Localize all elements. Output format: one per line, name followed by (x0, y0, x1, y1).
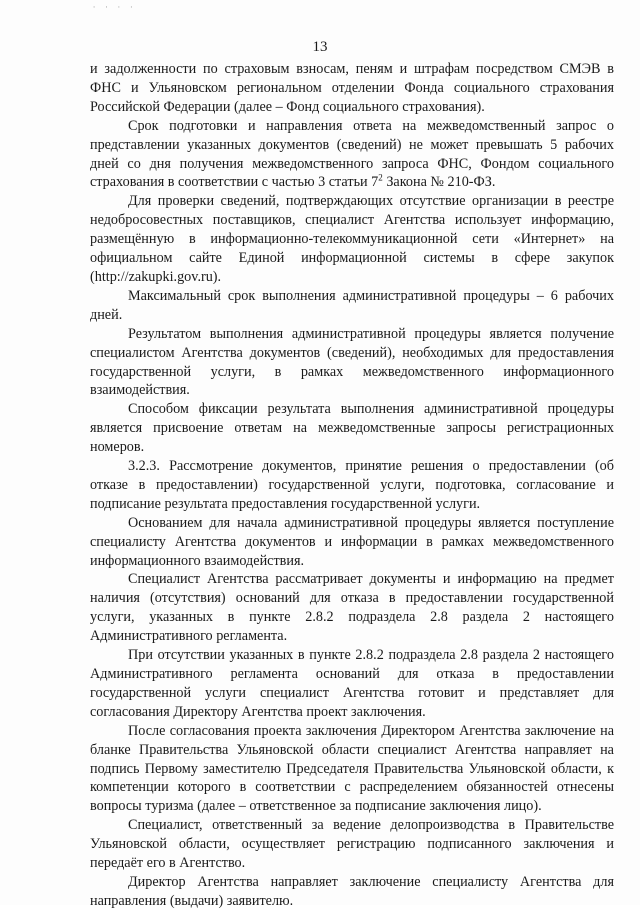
paragraph-no-refusal-grounds: При отсутствии указанных в пункте 2.8.2 подраздела 2.8 раздела 2 настоящего Административного регламента оснований для отказа в предоставлении государственной услуги специалист Агентства готовит и представляет для согласования Директору Агентства проект заключения. (90, 647, 614, 720)
paragraph-response-deadline (90, 117, 614, 193)
paragraph-response-deadline-text: Срок подготовки и направления ответа на межведомственный запрос о представлении указанных документов (сведений) не может превышать 5 рабочих дней со дня получения межведомственного запроса ФНС, Фондом социального страхования в соответствии с частью 3 статьи 7 (90, 117, 614, 191)
paragraph-debt-continuation: и задолженности по страховым взносам, пеням и штрафам посредством СМЭВ в ФНС и Ульяновском региональном отделении Фонда социального страхования Российской Федерации (далее – Фонд социального страхования). (90, 61, 614, 115)
paragraph-approval-signing: После согласования проекта заключения Директором Агентства заключение на бланке Правительства Ульяновской области специалист Агентства направляет на подпись Первому заместителю Председателя Правительства Ульяновской области, к компетенции которого в соответствии с распределением обязанностей отнесены вопросы туризма (далее – ответственное за подписание заключения лицо). (90, 722, 614, 815)
paragraph-section-3-2-3: 3.2.3. Рассмотрение документов, принятие решения о предоставлении (об отказе в предоставлении) государственной услуги, подготовка, согласование и подписание результата предоставления государственной услуги. (90, 458, 614, 512)
page-number: 13 (312, 39, 328, 55)
paragraph-max-duration: Максимальный срок выполнения административной процедуры – 6 рабочих дней. (90, 287, 614, 323)
paragraph-procedure-basis: Основанием для начала административной процедуры является поступление специалисту Агентства документов и информации в рамках межведомственного информационного взаимодействия. (90, 514, 614, 569)
paragraph-registry-check: Для проверки сведений, подтверждающих отсутствие организации в реестре недобросовестных поставщиков, специалист Агентства использует информацию, размещённую в информационно-телекоммуникационной сети «Интернет» на официальном сайте Единой информационной системы в сфере закупок (http://zakupki.gov.ru). (90, 193, 614, 285)
superscript-article-number: 2 (378, 172, 383, 183)
document-body (90, 60, 614, 911)
paragraph-response-deadline-law: Закона № 210-ФЗ. (382, 174, 496, 191)
paragraph-issuance: Директор Агентства направляет заключение специалисту Агентства для направления (выдачи) заявителю. (90, 873, 614, 909)
paragraph-registration: Специалист, ответственный за ведение делопроизводства в Правительстве Ульяновской области, осуществляет регистрацию подписанного заключения и передаёт его в Агентство. (90, 817, 614, 872)
paragraph-procedure-result: Результатом выполнения административной процедуры является получение специалистом Агентства документов (сведений), необходимых для предоставления государственной услуги, в рамках межведомственного информационного взаимодействия. (90, 325, 614, 399)
scan-marks: · · · · (92, 4, 136, 12)
paragraph-document-review: Специалист Агентства рассматривает документы и информацию на предмет наличия (отсутствия) оснований для отказа в предоставлении государственной услуги, указанных в пункте 2.8.2 подраздела 2.8 раздела 2 настоящего Административного регламента. (90, 571, 614, 645)
paragraph-fixation-method: Способом фиксации результата выполнения административной процедуры является присвоение ответам на межведомственные запросы регистрационных номеров. (90, 401, 614, 456)
